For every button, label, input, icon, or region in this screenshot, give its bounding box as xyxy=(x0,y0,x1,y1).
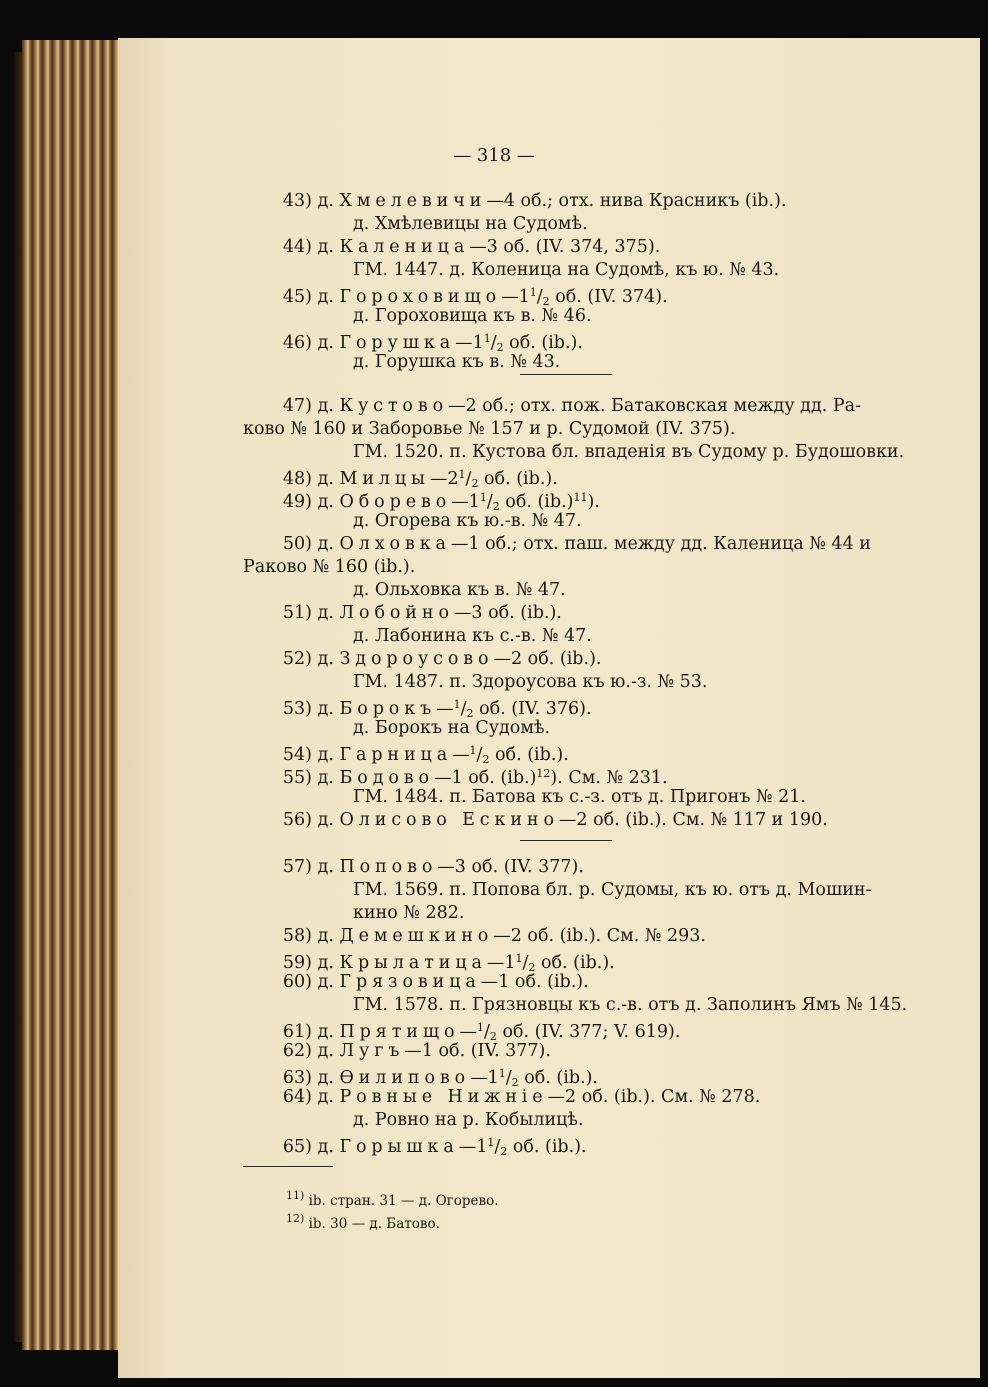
entry-details: $—1^1/_2$ об. (ib.). xyxy=(486,952,615,974)
village-name: Крылатица xyxy=(339,953,487,973)
entry-details: —2 об.; отх. пож. Батаковская между дд. Ра- xyxy=(448,396,861,416)
entry-prefix: д. xyxy=(317,287,334,307)
village-name: Здороусово xyxy=(339,649,494,669)
entry-number: 57) xyxy=(282,857,312,877)
entry-number: 63) xyxy=(282,1068,312,1088)
entry-number: 43) xyxy=(282,191,312,211)
entry-number: 46) xyxy=(282,333,312,353)
entry-details: —1 об. (IV. 377). xyxy=(404,1041,551,1061)
entry-text: д. Ровно на р. Кобылицѣ. xyxy=(353,1110,584,1130)
entry-prefix: д. xyxy=(317,972,334,992)
entry-text: д. Хмѣлевицы на Судомѣ. xyxy=(353,214,588,234)
entry-number: 45) xyxy=(282,287,312,307)
entry-line xyxy=(353,259,779,281)
entry-details: $—^1/_2$ об. (IV. 377; V. 619). xyxy=(459,1021,681,1043)
entry-line xyxy=(353,902,464,924)
entry-prefix: д. xyxy=(317,857,334,877)
entry-line xyxy=(256,925,706,947)
entry-line xyxy=(256,602,562,624)
entry-number: 56) xyxy=(282,810,312,830)
entry-prefix: д. xyxy=(317,492,334,512)
entry-prefix: д. xyxy=(317,603,334,623)
entry-line xyxy=(256,190,786,212)
entry-number: 55) xyxy=(282,768,312,788)
entry-details-end: ). См. № 231. xyxy=(550,768,668,788)
entry-prefix: д. xyxy=(317,1087,334,1107)
village-name: Олховка xyxy=(339,534,451,554)
entry-text: д. Лабонина къ с.-в. № 47. xyxy=(353,626,592,646)
footnote-mark: 11) xyxy=(286,1189,305,1202)
entry-details: $—2^1/_2$ об. (ib.). xyxy=(429,468,558,490)
page-number: — 318 — xyxy=(453,145,535,166)
entry-text: ГМ. 1447. д. Коленица на Судомѣ, къ ю. № 43. xyxy=(353,260,780,280)
entry-details-end: ). xyxy=(587,492,600,512)
entry-line xyxy=(353,879,871,901)
village-name: Оборево xyxy=(339,492,452,512)
section-divider xyxy=(520,840,612,841)
entry-details: $—1^1/_2$ об. (ib.). xyxy=(458,1136,587,1158)
entry-text: д. Горушка къ в. № 43. xyxy=(353,352,561,372)
entry-details: $—^1/_2$ об. (ib.). xyxy=(452,744,569,766)
entry-number: 60) xyxy=(282,972,312,992)
entry-line xyxy=(353,510,582,532)
village-name: Горушка xyxy=(339,333,456,353)
entry-prefix: д. xyxy=(317,191,334,211)
entry-number: 48) xyxy=(282,469,312,489)
village-name: Демешкино xyxy=(339,926,494,946)
entry-prefix: д. xyxy=(317,534,334,554)
entry-prefix: д. xyxy=(317,810,334,830)
village-name: Каленица xyxy=(339,237,470,257)
entry-details: —2 об. (ib.). См. № 117 и 190. xyxy=(558,810,828,830)
village-name: Өилипово xyxy=(339,1068,471,1088)
entry-text: ГМ. 1487. п. Здороусова къ ю.-з. № 53. xyxy=(353,672,708,692)
entry-number: 65) xyxy=(282,1137,312,1157)
village-name: Кустово xyxy=(339,396,449,416)
entry-details: —1 об. (ib.) xyxy=(434,768,537,788)
entry-line xyxy=(243,418,735,440)
entry-text: ково № 160 и Заборовье № 157 и р. Судомой (IV. 375). xyxy=(243,419,736,439)
entry-line xyxy=(256,236,660,258)
village-name: Лобойно xyxy=(339,603,454,623)
entry-number: 47) xyxy=(282,396,312,416)
entry-text: ГМ. 1520. п. Кустова бл. впаденія въ Судому р. Будошовки. xyxy=(353,442,905,462)
entry-line xyxy=(353,351,560,373)
footnote xyxy=(286,1208,440,1235)
entry-prefix: д. xyxy=(317,1137,334,1157)
entry-prefix: д. xyxy=(317,237,334,257)
entry-number: 53) xyxy=(282,699,312,719)
village-name: Прятищо xyxy=(339,1022,460,1042)
entry-line xyxy=(353,1109,584,1131)
footnote-text: ib. стран. 31 — д. Огорево. xyxy=(304,1193,499,1209)
entry-text: ГМ. 1578. п. Грязновцы къ с.-в. отъ д. Заполинъ Ямъ № 145. xyxy=(353,995,908,1015)
entry-line xyxy=(256,395,861,417)
entry-number: 54) xyxy=(282,745,312,765)
village-name: Олисово Ескино xyxy=(339,810,559,830)
village-name: Гороховищо xyxy=(339,287,502,307)
footnote-ref: 12 xyxy=(536,767,551,780)
entry-prefix: д. xyxy=(317,745,334,765)
entry-details: —3 об. (ib.). xyxy=(453,603,562,623)
entry-line xyxy=(256,1086,760,1108)
footnote-text: ib. 30 — д. Батово. xyxy=(304,1216,440,1232)
entry-prefix: д. xyxy=(317,1041,334,1061)
village-name: Хмелевичи xyxy=(339,191,487,211)
section-divider xyxy=(520,374,612,375)
entry-details: —2 об. (ib.). См. № 278. xyxy=(547,1087,761,1107)
entry-number: 58) xyxy=(282,926,312,946)
entry-text: д. Огорева къ ю.-в. № 47. xyxy=(353,511,582,531)
entry-number: 50) xyxy=(282,534,312,554)
village-name: Ровные Нижніе xyxy=(339,1087,548,1107)
village-name: Бодово xyxy=(339,768,434,788)
village-name: Милцы xyxy=(339,469,430,489)
entry-line xyxy=(256,1040,551,1062)
entry-number: 61) xyxy=(282,1022,312,1042)
entry-details: $—1^1/_2$ об. (ib.). xyxy=(455,332,583,354)
entry-number: 64) xyxy=(282,1087,312,1107)
entry-prefix: д. xyxy=(317,1068,334,1088)
entry-details: $—1^1/_2$ об. (ib.). xyxy=(470,1067,598,1089)
entry-text: ГМ. 1569. п. Попова бл. р. Судомы, къ ю. отъ д. Мошин- xyxy=(353,880,872,900)
entry-prefix: д. xyxy=(317,1022,334,1042)
entry-text: д. Гороховища къ в. № 46. xyxy=(353,306,592,326)
entry-details: $—^1/_2$ об. (IV. 376). xyxy=(436,698,592,720)
entry-line xyxy=(353,579,566,601)
entry-line xyxy=(353,717,550,739)
entry-line xyxy=(353,305,592,327)
footnote-ref: 11 xyxy=(573,491,588,504)
entry-line xyxy=(256,809,828,831)
entry-line xyxy=(256,648,601,670)
entry-prefix: д. xyxy=(317,926,334,946)
entry-line xyxy=(353,441,904,463)
entry-details: $—1^1/_2$ об. (IV. 374). xyxy=(501,286,668,308)
entry-number: 44) xyxy=(282,237,312,257)
entry-prefix: д. xyxy=(317,953,334,973)
entry-line xyxy=(256,971,589,993)
village-name: Гарница xyxy=(339,745,453,765)
village-name: Горышка xyxy=(339,1137,459,1157)
entry-prefix: д. xyxy=(317,649,334,669)
village-name: Борокъ xyxy=(339,699,437,719)
entry-number: 59) xyxy=(282,953,312,973)
entry-line xyxy=(256,533,871,555)
entry-details: —1 об.; отх. паш. между дд. Каленица № 44 и xyxy=(450,534,871,554)
village-name: Попово xyxy=(339,857,438,877)
entry-details: —3 об. (IV. 374, 375). xyxy=(469,237,661,257)
entry-details: —1 об. (ib.). xyxy=(480,972,589,992)
footnote-mark: 12) xyxy=(286,1212,305,1225)
entry-line xyxy=(243,556,415,578)
entry-line xyxy=(256,1132,587,1163)
entry-details: —2 об. (ib.). xyxy=(493,649,602,669)
entry-text: д. Ольховка къ в. № 47. xyxy=(353,580,566,600)
entry-prefix: д. xyxy=(317,333,334,353)
entry-details: —3 об. (IV. 377). xyxy=(437,857,584,877)
entry-line xyxy=(353,994,907,1016)
entry-number: 49) xyxy=(282,492,312,512)
entry-number: 52) xyxy=(282,649,312,669)
entry-line xyxy=(353,213,588,235)
entry-text: Раково № 160 (ib.). xyxy=(243,557,416,577)
entry-details: —2 об. (ib.). См. № 293. xyxy=(493,926,706,946)
entry-text: ГМ. 1484. п. Батова къ с.-з. отъ д. Пригонъ № 21. xyxy=(353,787,806,807)
footnote-divider xyxy=(243,1166,333,1167)
entry-line xyxy=(256,856,584,878)
entry-number: 51) xyxy=(282,603,312,623)
entry-text: кино № 282. xyxy=(353,903,465,923)
entry-line xyxy=(353,671,708,693)
entry-details: —4 об.; отх. нива Красникъ (ib.). xyxy=(486,191,787,211)
entry-line xyxy=(353,786,806,808)
entry-details: $—1^1/_2$ об. (ib.) xyxy=(451,491,574,513)
entry-prefix: д. xyxy=(317,396,334,416)
entry-number: 62) xyxy=(282,1041,312,1061)
village-name: Лугъ xyxy=(339,1041,405,1061)
entry-text: д. Борокъ на Судомѣ. xyxy=(353,718,551,738)
village-name: Грязовица xyxy=(339,972,481,992)
entry-line xyxy=(353,625,592,647)
entry-prefix: д. xyxy=(317,469,334,489)
entry-prefix: д. xyxy=(317,699,334,719)
entry-prefix: д. xyxy=(317,768,334,788)
